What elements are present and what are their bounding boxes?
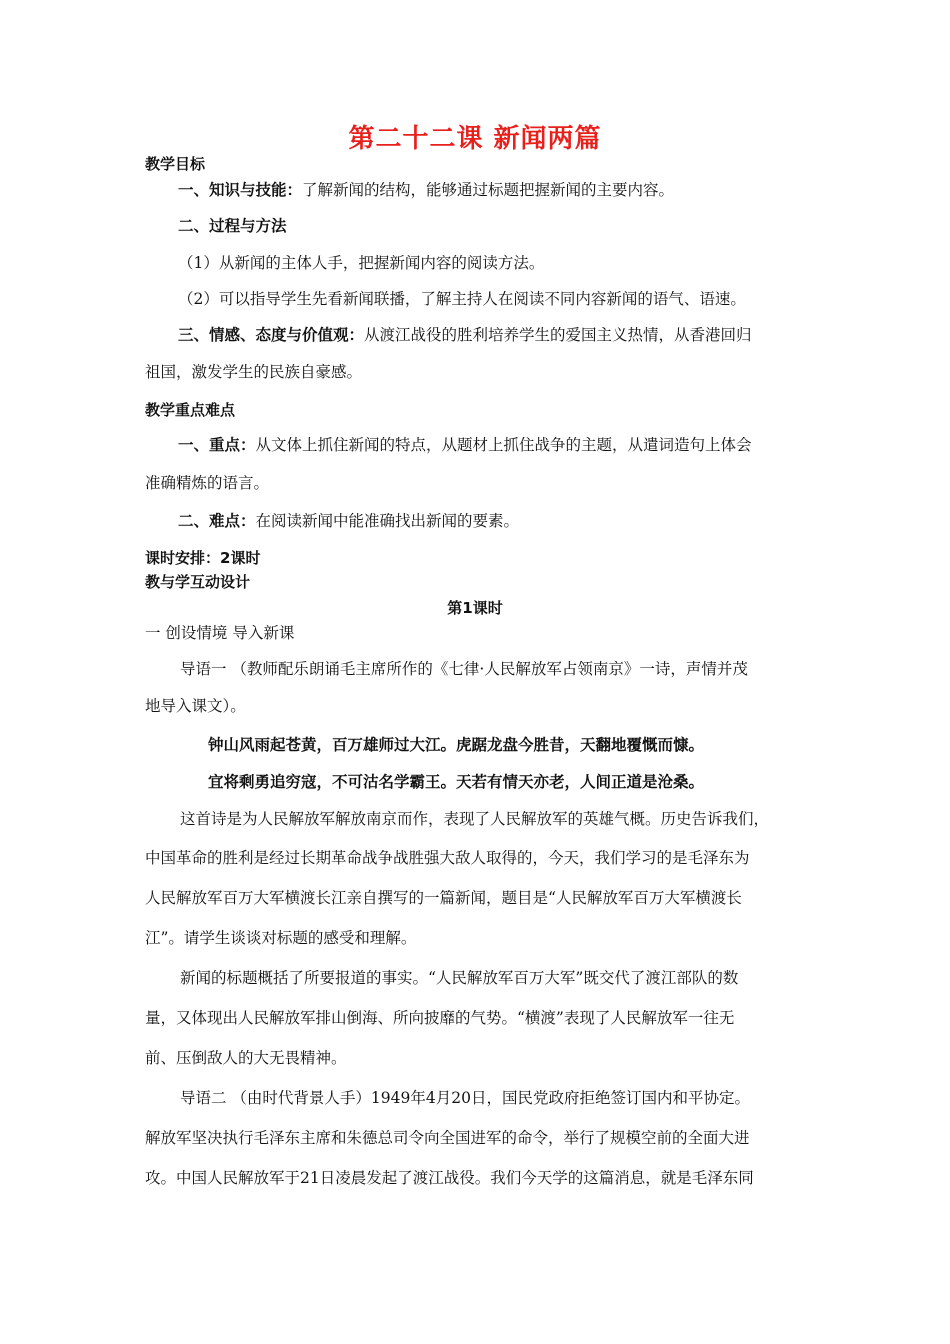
objective-knowledge-text: 了解新闻的结构，能够通过标题把握新闻的主要内容。 [302, 181, 675, 199]
design-heading: 教与学互动设计 [145, 573, 251, 591]
key-point-difficulty-label: 二、难点： [178, 512, 256, 530]
intro-two-line-1: 导语二 （由时代背景人手）1949年4月20日，国民党政府拒绝签订国内和平协定。 [180, 1089, 750, 1107]
objective-process-item-2: （2）可以指导学生先看新闻联播，了解主持人在阅读不同内容新闻的语气、语速。 [178, 290, 746, 308]
paragraph-one-line-4: 江”。请学生谈谈对标题的感受和理解。 [145, 929, 417, 947]
key-point-focus [178, 433, 752, 455]
key-point-focus-text: 从文体上抓住新闻的特点，从题材上抓住战争的主题，从遣词造句上体会 [255, 436, 752, 454]
poem-line-1: 钟山风雨起苍黄，百万雄师过大江。虎踞龙盘今胜昔，天翻地覆慨而慷。 [208, 736, 705, 754]
intro-two-line-2: 解放军坚决执行毛泽东主席和朱德总司令向全国进军的命令，举行了规模空前的全面大进 [145, 1129, 750, 1147]
part-one-heading: 一 创设情境 导入新课 [145, 624, 295, 642]
paragraph-two-line-3: 前、压倒敌人的大无畏精神。 [145, 1049, 347, 1067]
lesson-heading: 第1课时 [447, 599, 503, 617]
objective-emotion-continued: 祖国，激发学生的民族自豪感。 [145, 363, 363, 381]
objective-emotion [178, 323, 752, 345]
intro-one-line-2: 地导入课文）。 [145, 697, 246, 715]
key-point-focus-label: 一、重点： [178, 436, 256, 454]
objective-process-item-1: （1）从新闻的主体人手，把握新闻内容的阅读方法。 [178, 254, 545, 272]
paragraph-one-line-2: 中国革命的胜利是经过长期革命战争战胜强大敌人取得的，今天，我们学习的是毛泽东为 [145, 849, 750, 867]
objectives-heading: 教学目标 [145, 155, 206, 173]
key-point-focus-continued: 准确精炼的语言。 [145, 474, 270, 492]
key-point-difficulty-text: 在阅读新闻中能准确找出新闻的要素。 [255, 512, 520, 530]
schedule-heading: 课时安排：2课时 [145, 549, 261, 567]
objective-knowledge [178, 178, 674, 200]
poem-line-2: 宜将剩勇追穷寇，不可沽名学霸王。天若有情天亦老，人间正道是沧桑。 [208, 773, 705, 791]
paragraph-one-line-3: 人民解放军百万大军横渡长江亲自撰写的一篇新闻，题目是“人民解放军百万大军横渡长 [145, 889, 742, 907]
paragraph-one-line-1: 这首诗是为人民解放军解放南京而作，表现了人民解放军的英雄气概。历史告诉我们， [180, 810, 770, 828]
objective-process-label: 二、过程与方法 [178, 217, 287, 235]
key-points-heading: 教学重点难点 [145, 401, 236, 419]
objective-emotion-text: 从渡江战役的胜利培养学生的爱国主义热情，从香港回归 [364, 326, 752, 344]
page-title: 第二十二课 新闻两篇 [348, 124, 602, 154]
objective-emotion-label: 三、情感、态度与价值观： [178, 326, 365, 344]
objective-knowledge-label: 一、知识与技能： [178, 181, 303, 199]
paragraph-two-line-1: 新闻的标题概括了所要报道的事实。“人民解放军百万大军”既交代了渡江部队的数 [180, 969, 739, 987]
intro-one-line-1: 导语一 （教师配乐朗诵毛主席所作的《七律·人民解放军占领南京》一诗，声情并茂 [180, 660, 748, 678]
paragraph-two-line-2: 量，又体现出人民解放军排山倒海、所向披靡的气势。“横渡”表现了人民解放军一往无 [145, 1009, 735, 1027]
intro-two-line-3: 攻。中国人民解放军于21日凌晨发起了渡江战役。我们今天学的这篇消息，就是毛泽东同 [145, 1169, 754, 1187]
key-point-difficulty [178, 509, 519, 531]
